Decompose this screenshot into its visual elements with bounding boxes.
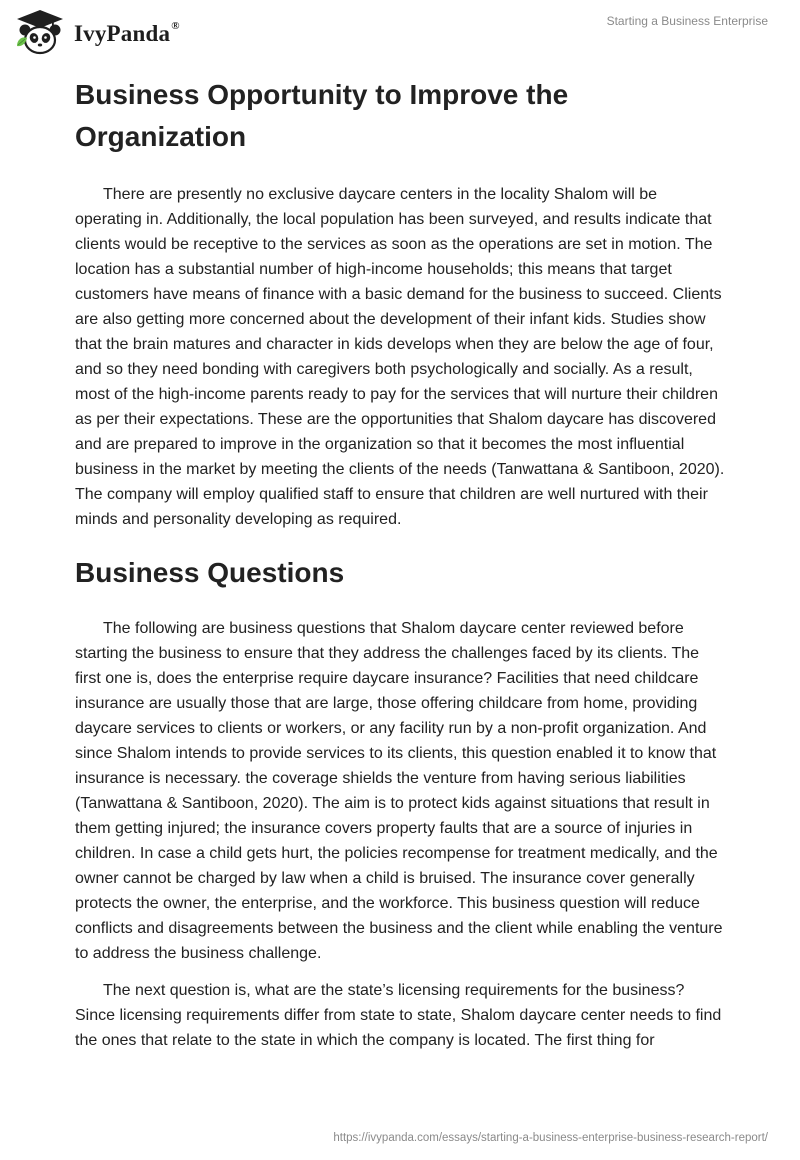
panda-graduate-logo-icon[interactable]	[14, 6, 66, 58]
document-title: Starting a Business Enterprise	[606, 14, 768, 28]
section-heading-questions: Business Questions	[75, 557, 345, 588]
article-content	[75, 72, 725, 1053]
paragraph: There are presently no exclusive daycare centers in the locality Shalom will be operating in. Additionally, the local population has been surveyed, and results indicate that clients would be receptive to the services as soon as the operations are set in motion. The location has a substantial number of high-income households; this means that target customers have means of finance with a basic demand for the business to succeed. Clients are also getting more concerned about the development of their infant kids. Studies show that the brain matures and character in kids develops when they are below the age of four, and so they need bonding with caregivers both psychologically and socially. As a result, most of the high-income parents ready to pay for the services that will nurture their children as per their expectations. These are the opportunities that Shalom daycare has discovered and are prepared to improve in the organization so that it becomes the most influential business in the market by meeting the clients of the needs (Tanwattana & Santiboon, 2020). The company will employ qualified staff to ensure that children are well nurtured with their minds and personality developing as required.	[75, 186, 725, 528]
section-heading-opportunity: Business Opportunity to Improve the Organization	[75, 79, 569, 152]
source-url[interactable]: https://ivypanda.com/essays/starting-a-business-enterprise-business-research-report/	[333, 1132, 768, 1144]
brand-name[interactable]: IvyPanda®	[74, 20, 180, 46]
paragraph: The following are business questions that Shalom daycare center reviewed before starting the business to ensure that they address the challenges faced by its clients. The first one is, does the enterprise require daycare insurance? Facilities that need childcare insurance are usually those that are large, those offering childcare from home, providing daycare services to clients or workers, or any facility run by a non-profit organization. And since Shalom intends to provide services to its clients, this question enabled it to know that insurance is necessary. the coverage shields the venture from having serious liabilities (Tanwattana & Santiboon, 2020). The aim is to protect kids against situations that result in them getting injured; the insurance covers property faults that are a source of injuries in children. In case a child gets hurt, the policies recompense for treatment medically, and the owner cannot be charged by law when a child is bruised. The insurance cover generally protects the owner, the enterprise, and the workforce. This business question will reduce conflicts and disagreements between the business and the client while enabling the venture to address the business challenge.	[75, 620, 723, 962]
page-header	[0, 0, 800, 66]
paragraph: The next question is, what are the state’s licensing requirements for the business? Since licensing requirements differ from state to state, Shalom daycare center needs to find the ones that relate to the state in which the company is located. The first thing for	[75, 982, 722, 1049]
